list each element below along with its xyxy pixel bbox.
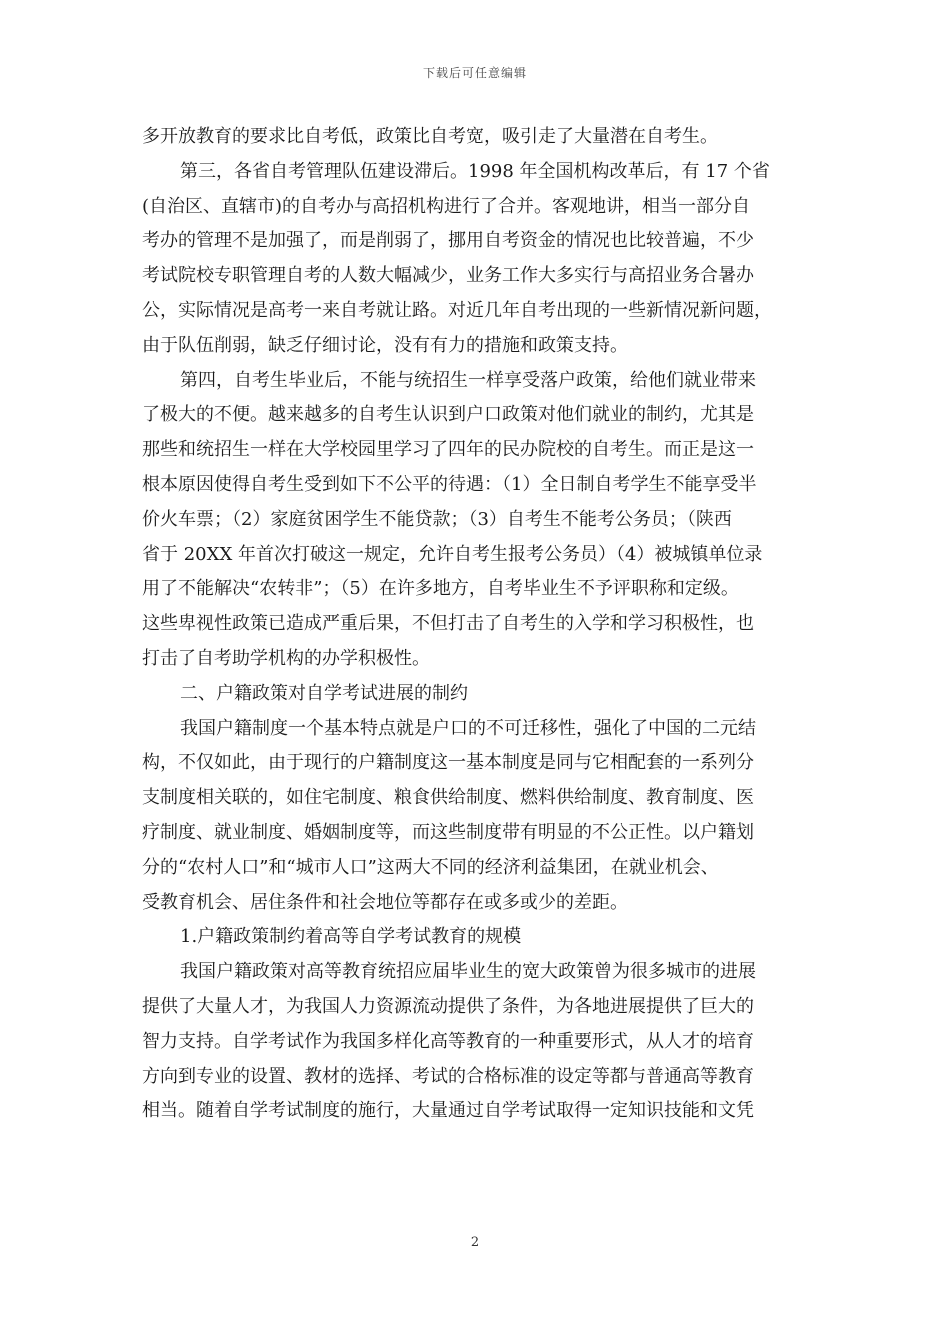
text-line: 打击了自考助学机构的办学积极性。: [142, 647, 430, 669]
text-line: 根本原因使得自考生受到如下不公平的待遇：（1）全日制自考学生不能享受半: [142, 473, 757, 495]
text-line: 疗制度、就业制度、婚姻制度等，而这些制度带有明显的不公正性。以户籍划: [142, 821, 754, 843]
text-line: 那些和统招生一样在大学校园里学习了四年的民办院校的自考生。而正是这一: [142, 439, 754, 461]
text-line: 我国户籍政策对高等教育统招应届毕业生的宽大政策曾为很多城市的进展: [180, 961, 756, 983]
page-number: 2: [470, 1235, 480, 1250]
text-line: 相当。随着自学考试制度的施行，大量通过自学考试取得一定知识技能和文凭: [142, 1100, 754, 1122]
text-line: 智力支持。自学考试作为我国多样化高等教育的一种重要形式，从人才的培育: [142, 1030, 754, 1052]
text-line: 考办的管理不是加强了，而是削弱了，挪用自考资金的情况也比较普遍，不少: [142, 230, 754, 252]
text-line: 分的“农村人口”和“城市人口”这两大不同的经济利益集团，在就业机会、: [142, 856, 719, 878]
text-line: 多开放教育的要求比自考低，政策比自考宽，吸引走了大量潜在自考生。: [142, 126, 718, 147]
text-line: 我国户籍制度一个基本特点就是户口的不可迁移性，强化了中国的二元结: [180, 717, 756, 739]
text-line: 第三，各省自考管理队伍建设滞后。1998 年全国机构改革后，有 17 个省: [180, 160, 770, 182]
text-line: 构，不仅如此，由于现行的户籍制度这一基本制度是同与它相配套的一系列分: [142, 752, 754, 774]
text-line: 用了不能解决“农转非”；（5）在许多地方，自考毕业生不予评职称和定级。: [142, 578, 739, 600]
text-line: 价火车票；（2）家庭贫困学生不能贷款；（3）自考生不能考公务员；（陕西: [142, 508, 732, 530]
text-line: 考试院校专职管理自考的人数大幅减少，业务工作大多实行与高招业务合暑办: [142, 265, 754, 287]
text-line: 了极大的不便。越来越多的自考生认识到户口政策对他们就业的制约，尤其是: [142, 404, 754, 426]
text-line: 支制度相关联的，如住宅制度、粮食供给制度、燃料供给制度、教育制度、医: [142, 787, 754, 809]
text-line: 受教育机会、居住条件和社会地位等都存在或多或少的差距。: [142, 891, 628, 913]
text-line: 由于队伍削弱，缺乏仔细讨论，没有有力的措施和政策支持。: [142, 334, 628, 356]
text-line: 1.户籍政策制约着高等自学考试教育的规模: [180, 926, 522, 948]
text-line: 这些卑视性政策已造成严重后果，不但打击了自考生的入学和学习积极性，也: [142, 613, 754, 635]
text-line: 方向到专业的设置、教材的选择、考试的合格标准的设定等都与普通高等教育: [142, 1065, 754, 1087]
page-header: 下载后可任意编辑: [422, 66, 527, 80]
text-line: 第四，自考生毕业后，不能与统招生一样享受落户政策，给他们就业带来: [180, 369, 756, 391]
text-line: 公，实际情况是高考一来自考就让路。对近几年自考出现的一些新情况新问题，: [142, 299, 772, 321]
text-line: (自治区、直辖市)的自考办与高招机构进行了合并。客观地讲，相当一部分自: [142, 195, 751, 217]
text-line: 二、户籍政策对自学考试进展的制约: [180, 682, 468, 704]
document-body: [142, 120, 810, 1129]
text-line: 省于 20XX 年首次打破这一规定，允许自考生报考公务员）（4）被城镇单位录: [142, 543, 763, 565]
text-line: 提供了大量人才，为我国人力资源流动提供了条件，为各地进展提供了巨大的: [142, 995, 754, 1017]
